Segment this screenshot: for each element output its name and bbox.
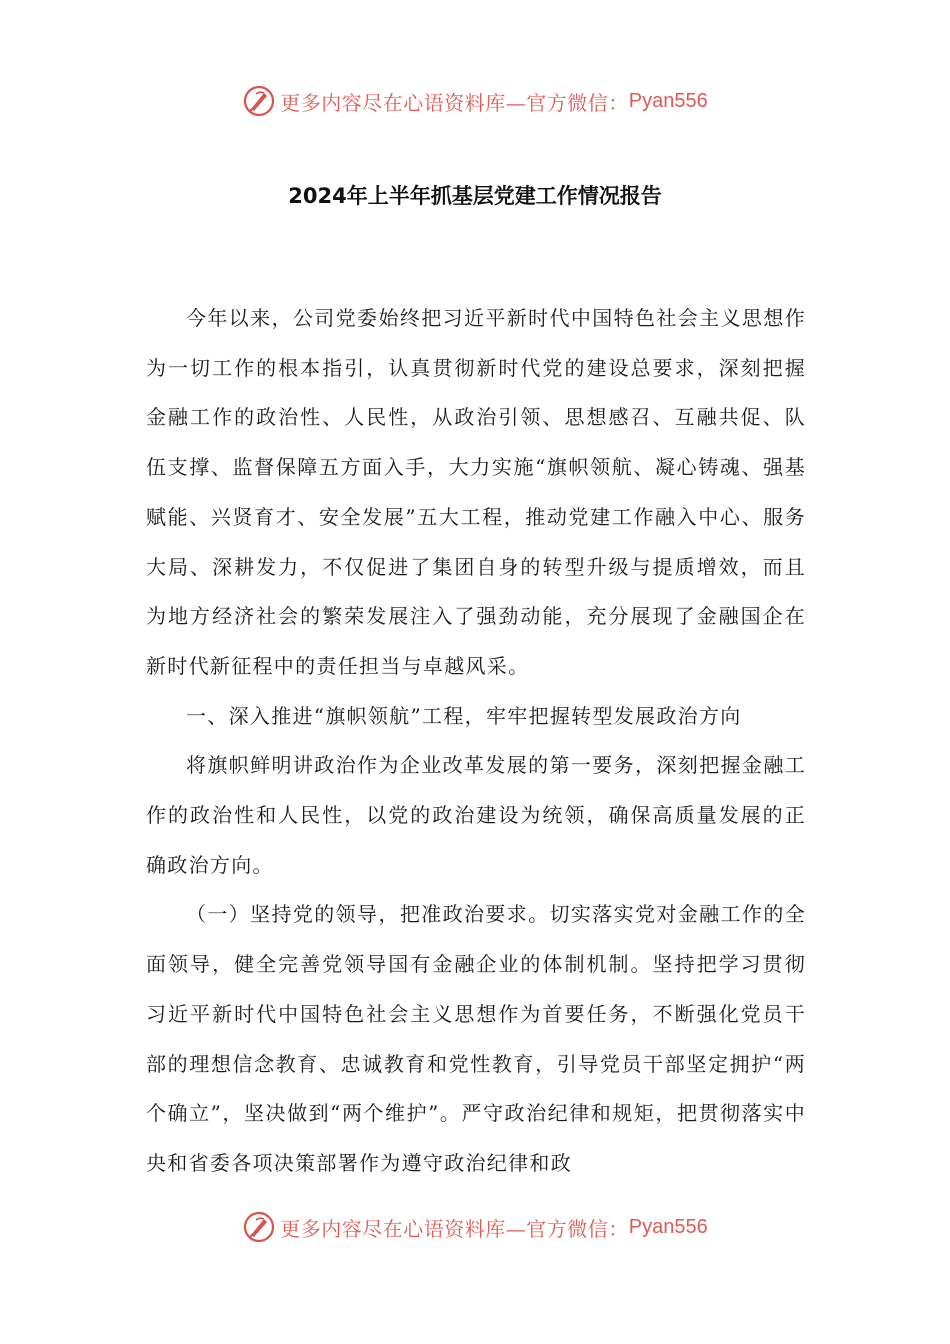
watermark-text: 更多内容尽在心语资料库—官方微信：	[280, 90, 629, 115]
document-body	[146, 294, 806, 1189]
watermark-wechat-id: Pyan556	[628, 89, 708, 112]
watermark-text: 更多内容尽在心语资料库—官方微信：	[280, 1216, 629, 1241]
intro-paragraph: 今年以来，公司党委始终把习近平新时代中国特色社会主义思想作为一切工作的根本指引，认真贯彻新时代党的建设总要求，深刻把握金融工作的政治性、人民性，从政治引领、思想感召、互融共促、队伍支撑、监督保障五方面入手，大力实施“旗帜领航、凝心铸魂、强基赋能、兴贤育才、安全发展”五大工程，推动党建工作融入中心、服务大局、深耕发力，不仅促进了集团自身的转型升级与提质增效，而且为地方经济社会的繁荣发展注入了强劲动能，充分展现了金融国企在新时代新征程中的责任担当与卓越风采。	[146, 306, 806, 678]
section-1-paragraph: 将旗帜鲜明讲政治作为企业改革发展的第一要务，深刻把握金融工作的政治性和人民性，以党的政治建设为统领，确保高质量发展的正确政治方向。	[146, 753, 806, 877]
section-heading-1: 一、深入推进“旗帜领航”工程，牢牢把握转型发展政治方向	[186, 703, 742, 728]
quill-pen-logo-icon	[242, 84, 276, 118]
document-title: 2024年上半年抓基层党建工作情况报告	[288, 184, 662, 208]
quill-pen-logo-icon	[242, 1210, 276, 1244]
footer-watermark	[0, 1210, 950, 1244]
header-watermark	[0, 84, 950, 118]
subsection-1-paragraph: （一）坚持党的领导，把准政治要求。切实落实党对金融工作的全面领导，健全完善党领导国有金融企业的体制机制。坚持把学习贯彻习近平新时代中国特色社会主义思想作为首要任务，不断强化党员干部的理想信念教育、忠诚教育和党性教育，引导党员干部坚定拥护“两个确立”，坚决做到“两个维护”。严守政治纪律和规矩，把贯彻落实中央和省委各项决策部署作为遵守政治纪律和政	[146, 902, 806, 1175]
watermark-wechat-id: Pyan556	[628, 1215, 708, 1238]
